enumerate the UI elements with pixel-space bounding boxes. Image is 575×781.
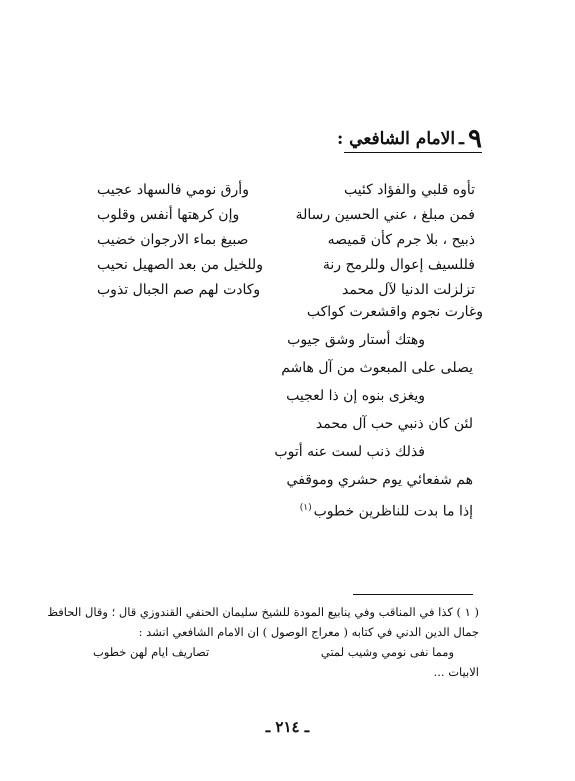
footnote-line: الابيات ... <box>433 665 479 679</box>
hemistich-second: وللخيل من بعد الصهيل نحيب <box>97 257 263 273</box>
heading-title: الامام الشافعي : <box>336 129 456 149</box>
hemistich-first: تزلزلت الدنيا لآل محمد <box>342 282 475 298</box>
footnote-separator <box>353 594 473 595</box>
footnote-verse <box>87 642 479 662</box>
verse-line-text: إذا ما بدت للناظرين خطوب <box>313 503 473 520</box>
couplet <box>97 280 475 300</box>
footnote-line: ( ١ ) كذا في المناقب وفي ينابيع المودة للشيخ سليمان الحنفي القندوزي قال ؛ وقال الحافظ <box>47 605 479 619</box>
hemistich-second: وكادت لهم صم الجبال تذوب <box>97 282 261 298</box>
footnote-verse-second: تصاريف ايام لهن خطوب <box>93 645 210 659</box>
verse-line: هم شفعائي يوم حشري وموقفي <box>286 472 473 488</box>
hemistich-second: وإن كرهتها أنفس وقلوب <box>97 207 240 223</box>
footnote-line: جمال الدين الدني في كتابه ( معراج الوصول ) ان الامام الشافعي انشد : <box>138 625 479 639</box>
verse-line: وهتك أستار وشق جيوب <box>287 332 425 348</box>
verse-line: ويغزى بنوه إن ذا لعجيب <box>286 388 425 404</box>
hemistich-first: ذبيح ، بلا جرم كأن قميصه <box>327 232 475 248</box>
heading-dash: ـ <box>459 129 465 149</box>
page-number: ـ ٢١٤ ـ <box>265 718 310 736</box>
hemistich-second: وأرق نومي فالسهاد عجيب <box>97 182 249 198</box>
verse-lines <box>83 300 483 524</box>
verse-line: لئن كان ذنبي حب آل محمد <box>315 416 473 432</box>
hemistich-second: صبيغ بماء الارجوان خضيب <box>97 232 249 248</box>
poem-heading <box>332 124 482 154</box>
footnote <box>47 602 479 682</box>
couplet <box>97 205 475 225</box>
hemistich-first: فللسيف إعوال وللرمح رنة <box>322 257 475 273</box>
footnote-verse-first: ومما نفى نومي وشيب لمتي <box>320 645 454 659</box>
couplet <box>97 255 475 275</box>
heading-underline <box>344 152 482 153</box>
footnote-marker: (١) <box>299 503 312 513</box>
hemistich-first: فمن مبلغ ، عني الحسين رسالة <box>295 207 475 223</box>
section-number: ٩ <box>468 124 482 154</box>
verse-line: وغارت نجوم واقشعرت كواكب <box>306 304 483 320</box>
couplet <box>97 230 475 250</box>
verse-line: يصلى على المبعوث من آل هاشم <box>281 360 473 376</box>
hemistich-first: تأوه قلبي والفؤاد كئيب <box>343 182 475 198</box>
couplet-block <box>97 180 475 305</box>
couplet <box>97 180 475 200</box>
verse-line-last <box>83 496 483 520</box>
verse-line: فذلك ذنب لست عنه أتوب <box>274 444 425 460</box>
